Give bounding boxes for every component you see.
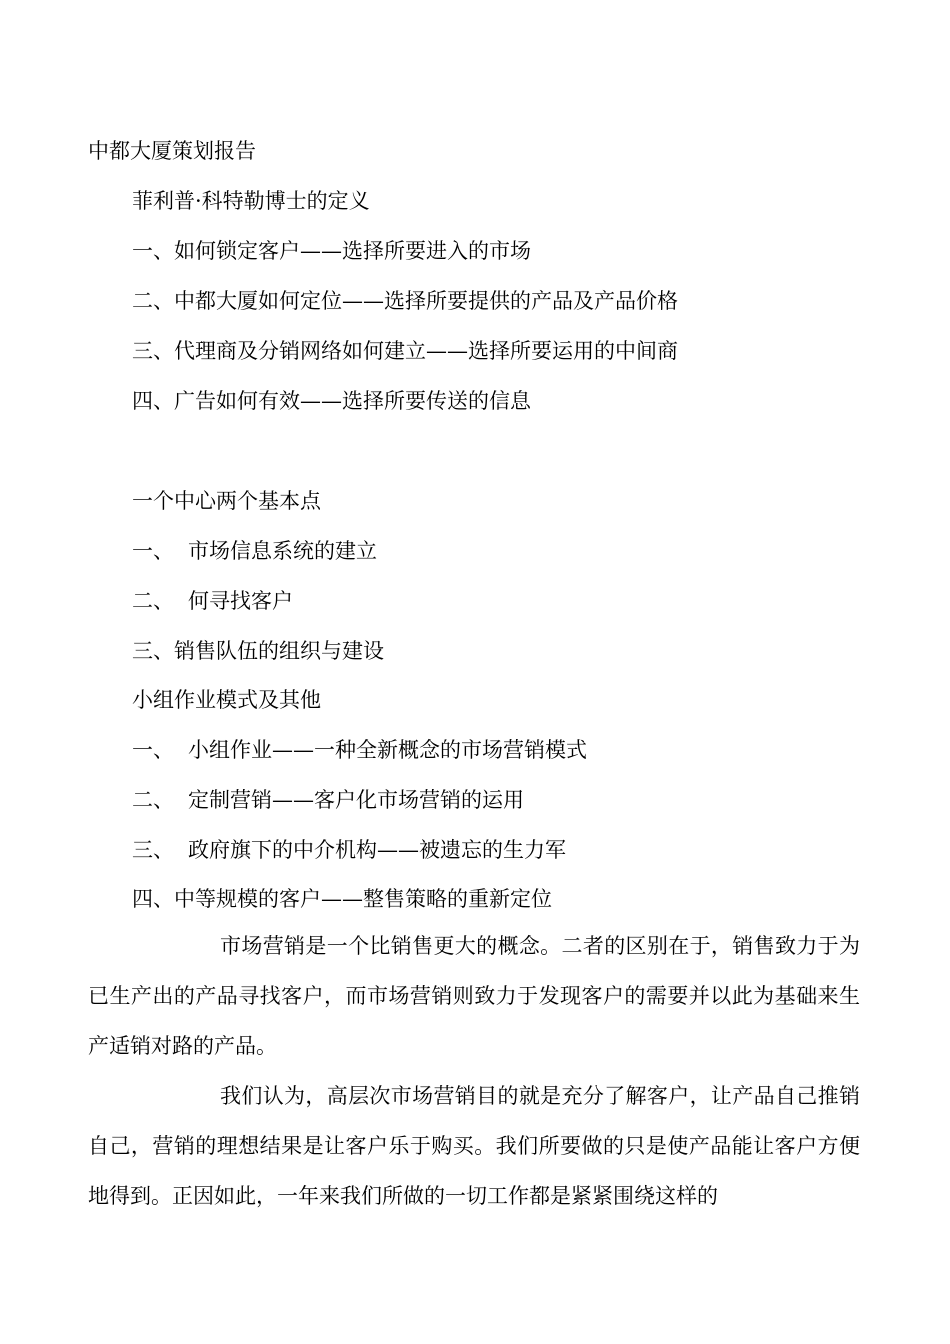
list-item-text: 小组作业——一种全新概念的市场营销模式 — [188, 738, 587, 762]
list-item: 四、广告如何有效——选择所要传送的信息 — [132, 389, 531, 413]
section-heading-kotler: 菲利普·科特勒博士的定义 — [132, 189, 370, 213]
list-item-number: 一、 — [132, 738, 174, 762]
body-paragraph: 我们认为，高层次市场营销目的就是充分了解客户，让产品自己推销自己，营销的理想结果是让客户乐于购买。我们所要做的只是使产品能让客户方便地得到。正因如此，一年来我们所做的一切工作都是紧紧围绕这样的 — [88, 1084, 860, 1208]
list-item-number: 二、 — [132, 788, 174, 812]
list-item: 一、如何锁定客户——选择所要进入的市场 — [132, 239, 531, 263]
list-item-text: 何寻找客户 — [188, 589, 293, 613]
list-item: 二、中都大厦如何定位——选择所要提供的产品及产品价格 — [132, 289, 678, 313]
list-item: 三、代理商及分销网络如何建立——选择所要运用的中间商 — [132, 339, 678, 363]
list-item — [132, 587, 293, 615]
list-item-text: 市场信息系统的建立 — [188, 539, 377, 563]
list-item-number: 三、 — [132, 838, 174, 862]
list-item-text: 定制营销——客户化市场营销的运用 — [188, 788, 524, 812]
list-item-number: 二、 — [132, 589, 174, 613]
list-item-text: 政府旗下的中介机构——被遗忘的生力军 — [188, 838, 566, 862]
list-item-number: 一、 — [132, 539, 174, 563]
document-title: 中都大厦策划报告 — [88, 139, 256, 163]
list-item — [132, 736, 587, 764]
section-heading-one-center: 一个中心两个基本点 — [132, 489, 321, 513]
section-heading-team-mode: 小组作业模式及其他 — [132, 688, 321, 712]
list-item — [132, 786, 524, 814]
list-item — [132, 836, 566, 864]
list-item: 四、中等规模的客户——整售策略的重新定位 — [132, 887, 552, 911]
body-paragraph: 市场营销是一个比销售更大的概念。二者的区别在于，销售致力于为已生产出的产品寻找客户，而市场营销则致力于发现客户的需要并以此为基础来生产适销对路的产品。 — [88, 934, 860, 1058]
list-item: 三、销售队伍的组织与建设 — [132, 639, 384, 663]
list-item — [132, 537, 377, 565]
